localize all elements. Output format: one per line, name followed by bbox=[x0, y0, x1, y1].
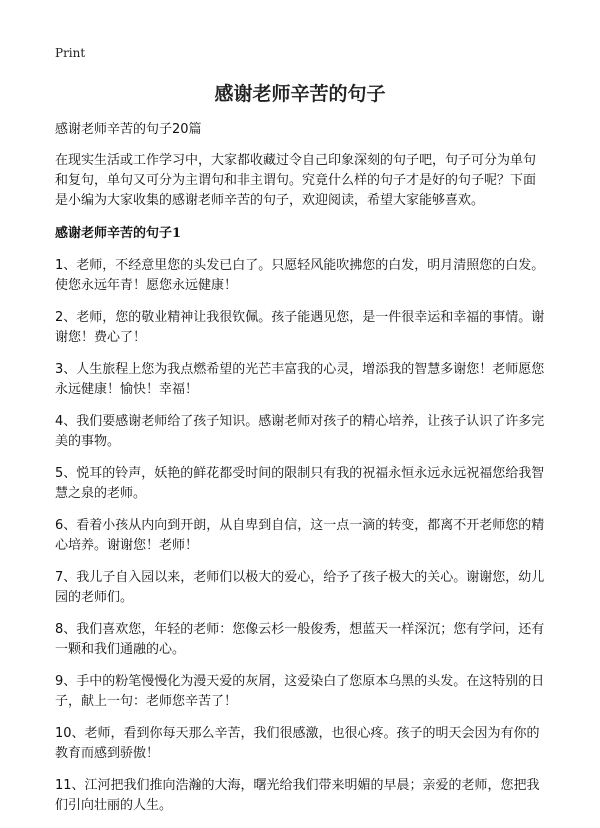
list-item: 6、看着小孩从内向到开朗，从自卑到自信，这一点一滴的转变，都离不开老师您的精心培养。谢谢您！老师！ bbox=[55, 518, 545, 553]
list-item: 3、人生旅程上您为我点燃希望的光芒丰富我的心灵，增添我的智慧多谢您！老师愿您永远健康！愉快！幸福！ bbox=[55, 362, 545, 397]
list-item: 10、老师，看到你每天那么辛苦，我们很感激，也很心疼。孩子的明天会因为有你的教育而感到骄傲！ bbox=[55, 726, 540, 761]
list-item: 7、我儿子自入园以来，老师们以极大的爱心，给予了孩子极大的关心。谢谢您，幼儿园的老师们。 bbox=[55, 570, 545, 605]
print-link[interactable]: Print bbox=[55, 46, 86, 60]
article-body bbox=[55, 120, 547, 828]
intro-paragraph: 在现实生活或工作学习中，大家都收藏过令自己印象深刻的句子吧，句子可分为单句和复句，单句又可分为主谓句和非主谓句。究竟什么样的句子才是好的句子呢？下面是小编为大家收集的感谢老师辛苦的句子，欢迎阅读，希望大家能够喜欢。 bbox=[55, 153, 537, 208]
list-item: 11、江河把我们推向浩瀚的大海，曙光给我们带来明媚的早晨；亲爱的老师，您把我们引向壮丽的人生。 bbox=[55, 778, 540, 813]
list-item: 8、我们喜欢您，年轻的老师：您像云杉一般俊秀，想蓝天一样深沉；您有学问，还有一颗和我们通融的心。 bbox=[55, 622, 545, 657]
list-item: 5、悦耳的铃声，妖艳的鲜花都受时间的限制只有我的祝福永恒永远永远祝福您给我智慧之泉的老师。 bbox=[55, 466, 545, 501]
page-title: 感谢老师辛苦的句子 bbox=[214, 83, 386, 105]
article-subtitle: 感谢老师辛苦的句子20篇 bbox=[55, 122, 202, 137]
list-item: 4、我们要感谢老师给了孩子知识。感谢老师对孩子的精心培养，让孩子认识了许多完美的事物。 bbox=[55, 414, 545, 449]
sentence-list bbox=[55, 256, 547, 816]
list-item: 9、手中的粉笔慢慢化为漫天爱的灰屑，这爱染白了您原本乌黑的头发。在这特别的日子，献上一句：老师您辛苦了！ bbox=[55, 674, 545, 709]
list-item: 1、老师，不经意里您的头发已白了。只愿轻风能吹拂您的白发，明月清照您的白发。使您永远年青！愿您永远健康！ bbox=[55, 258, 545, 293]
section-heading: 感谢老师辛苦的句子1 bbox=[55, 226, 182, 241]
list-item: 2、老师，您的敬业精神让我很钦佩。孩子能遇见您，是一件很幸运和幸福的事情。谢谢您！费心了！ bbox=[55, 310, 545, 345]
